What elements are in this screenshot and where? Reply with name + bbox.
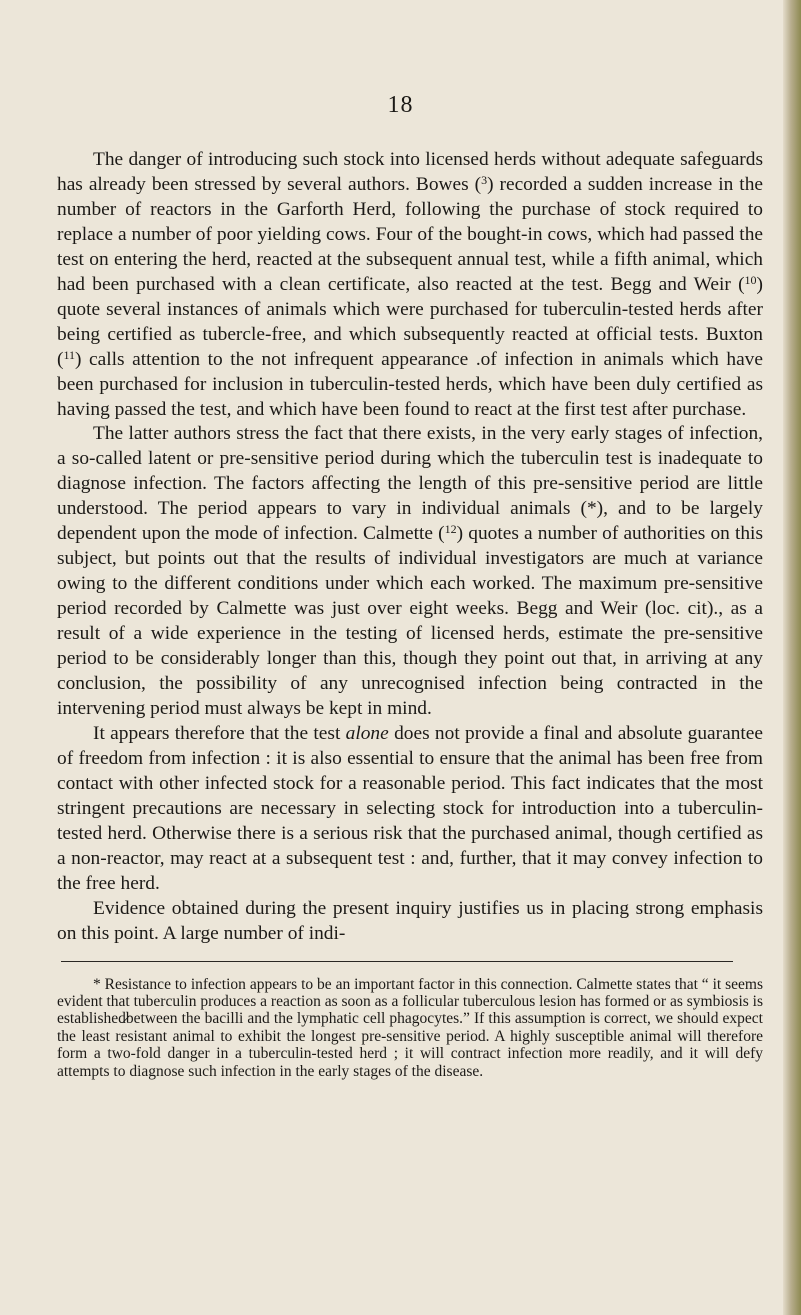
paragraph-2 [57, 422, 763, 721]
text-run: ) quote several instances of animals which were purchased for tuberculin-tested herds after being certified as tubercle-free, and which subsequently reacted at official tests. Buxton ( [57, 273, 763, 370]
citation-ref: 3 [481, 172, 488, 187]
footnote: * Resistance to infection appears to be an important factor in this connection. Calmette states that “ it seems evident that tuberculin produces a reaction as soon as a follicular tuberculous lesion has formed or as symbiosis is established̷between the bacilli and the lymphatic cell phagocytes.” If this assumption is correct, we should expect the least resistant animal to exhibit the longest pre-sensitive period. A highly susceptible animal will therefore form a two-fold danger in a tuberculin-tested herd ; it will contract infection more readily, and it will defy attempts to diagnose such infection in the early stages of the disease. [57, 975, 763, 1080]
citation-ref: 12 [444, 522, 457, 537]
body-text [57, 148, 763, 1080]
footnote-rule [61, 961, 733, 962]
page-edge-shadow [783, 0, 801, 1315]
emphasis-alone: alone [345, 722, 389, 744]
text-run: ) quotes a number of authorities on this subject, but points out that the results of individual investigators are much at variance owing to the different conditions under which each worked. The maximum pre-sensitive period recorded by Calmette was just over eight weeks. Begg and Weir (loc. cit)., as a result of a wide experience in the testing of licensed herds, estimate the pre-sensitive period to be considerably longer than this, though they point out that, in arriving at any conclusion, the possibility of any unrecognised infection being contracted in the intervening period must always be kept in mind. [57, 523, 763, 719]
text-run: does not provide a final and absolute guarantee of freedom from infection : it is also essential to ensure that the animal has been free from contact with other infected stock for a reasonable period. This fact indicates that the most stringent precautions are necessary in selecting stock for introduction into a tuberculin-tested herd. Otherwise there is a serious risk that the purchased animal, though certified as a non-reactor, may react at a subsequent test : and, further, that it may convey infection to the free herd. [57, 722, 763, 894]
paragraph-3 [57, 722, 763, 897]
paragraph-4: Evidence obtained during the present inquiry justifies us in placing strong emphasis on this point. A large number of indi- [57, 897, 763, 944]
citation-ref: 11 [63, 347, 76, 362]
text-run: ) recorded a sudden increase in the number of reactors in the Garforth Herd, following the purchase of stock required to replace a number of poor yielding cows. Four of the bought-in cows, which had passed the test on entering the herd, reacted at the subsequent annual test, while a fifth animal, which had been purchased with a clean certificate, also reacted at the test. Begg and Weir ( [57, 173, 763, 295]
text-run: The latter authors stress the fact that there exists, in the very early stages of infection, a so-called latent or pre-sensitive period during which the tuberculin test is inadequate to diagnose infection. The factors affecting the length of this pre-sensitive period are little understood. The period appears to vary in individual animals (*), and to be largely dependent upon the mode of infection. Calmette ( [57, 423, 763, 545]
text-run: ) calls attention to the not infrequent appearance .of infection in animals which have been purchased for inclusion in tuberculin-tested herds, which have been duly certified as having passed the test, and which have been found to react at the first test after purchase. [57, 348, 763, 420]
citation-ref: 10 [744, 272, 757, 287]
text-run: It appears therefore that the test [93, 722, 346, 744]
text-run: The danger of introducing such stock into licensed herds without adequate safeguards has already been stressed by several authors. Bowes ( [57, 149, 763, 195]
paragraph-1 [57, 148, 763, 422]
page-number: 18 [387, 92, 414, 118]
